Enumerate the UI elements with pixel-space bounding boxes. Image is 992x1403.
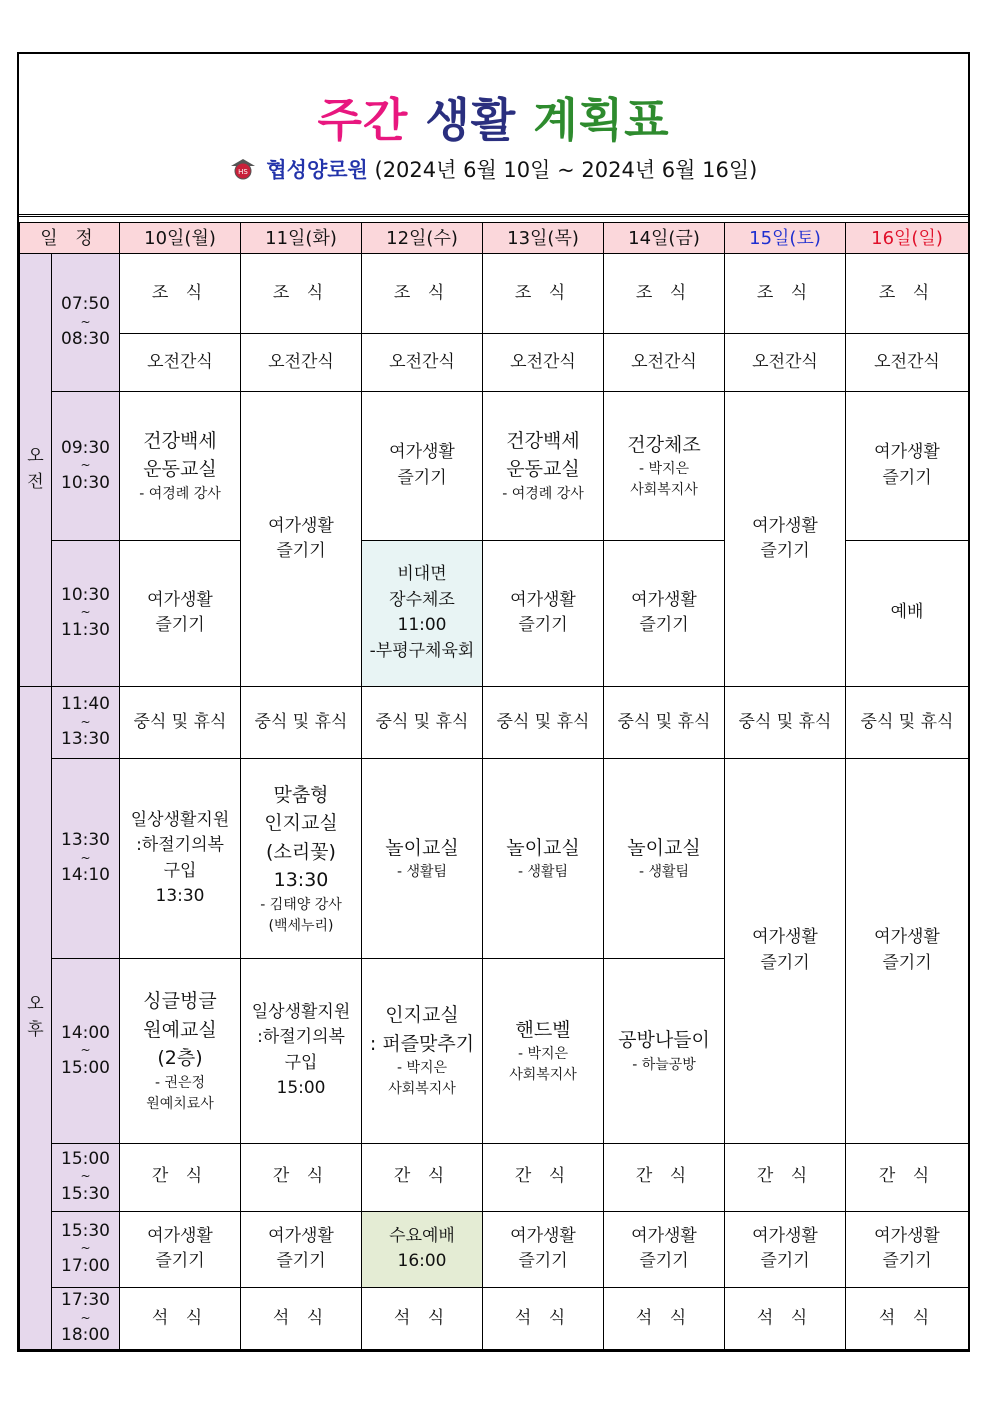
time-slot-4: 11:40 ~ 13:30 [52, 686, 120, 758]
day-saturday: 15일(토) [725, 223, 846, 254]
time-slot-7: 15:00 ~ 15:30 [52, 1143, 120, 1211]
cell-wed-pm1: 놀이교실 - 생활팀 [362, 758, 483, 958]
cell-thu-dinner: 석 식 [483, 1287, 604, 1349]
cell-sun-am1: 여가생활 즐기기 [846, 392, 969, 540]
cell-thu-snack: 간 식 [483, 1143, 604, 1211]
cell-fri-pm2: 공방나들이 - 하늘공방 [604, 959, 725, 1143]
cell-wed-am2: 비대면 장수체조 11:00 -부평구체육회 [362, 540, 483, 686]
cell-sat-lunch: 중식 및 휴식 [725, 686, 846, 758]
cell-mon-snack: 간 식 [120, 1143, 241, 1211]
day-monday: 10일(월) [120, 223, 241, 254]
time-slot-8: 15:30 ~ 17:00 [52, 1211, 120, 1287]
cell-mon-pm1: 일상생활지원 :하절기의복 구입 13:30 [120, 758, 241, 958]
cell-tue-snack: 간 식 [241, 1143, 362, 1211]
row-pm-program-1 [20, 758, 969, 958]
cell-fri-am2: 여가생활 즐기기 [604, 540, 725, 686]
organization-name: 협성양로원 [266, 158, 368, 182]
cell-fri-snack: 간 식 [604, 1143, 725, 1211]
cell-tue-eve: 여가생활 즐기기 [241, 1211, 362, 1287]
time-slot-9: 17:30 ~ 18:00 [52, 1287, 120, 1349]
cell-mon-lunch: 중식 및 휴식 [120, 686, 241, 758]
row-am-program-1 [20, 392, 969, 540]
row-breakfast [20, 254, 969, 334]
cell-tue-lunch: 중식 및 휴식 [241, 686, 362, 758]
organization-logo-icon [230, 158, 256, 180]
cell-tue-am-leisure: 여가생활 즐기기 [241, 392, 362, 687]
cell-thu-pm1: 놀이교실 - 생활팀 [483, 758, 604, 958]
cell-tue-dinner: 석 식 [241, 1287, 362, 1349]
cell-wed-breakfast: 조 식 [362, 254, 483, 334]
cell-sat-am-snack: 오전간식 [725, 334, 846, 392]
cell-sat-am-leisure: 여가생활 즐기기 [725, 392, 846, 687]
schedule-frame [17, 52, 970, 1352]
time-slot-1: 07:50 ~ 08:30 [52, 254, 120, 392]
cell-sun-dinner: 석 식 [846, 1287, 969, 1349]
period-morning: 오 전 [20, 254, 52, 687]
cell-mon-dinner: 석 식 [120, 1287, 241, 1349]
cell-mon-eve: 여가생활 즐기기 [120, 1211, 241, 1287]
svg-text:HS: HS [237, 168, 248, 176]
time-slot-3: 10:30 ~ 11:30 [52, 540, 120, 686]
cell-thu-breakfast: 조 식 [483, 254, 604, 334]
row-evening-leisure [20, 1211, 969, 1287]
cell-wed-lunch: 중식 및 휴식 [362, 686, 483, 758]
header-row [20, 223, 969, 254]
title-word-1: 주간 [317, 93, 409, 147]
cell-sat-eve: 여가생활 즐기기 [725, 1211, 846, 1287]
schedule-table [19, 222, 969, 1350]
day-friday: 14일(금) [604, 223, 725, 254]
time-slot-5: 13:30 ~ 14:10 [52, 758, 120, 958]
cell-mon-am1: 건강백세 운동교실 - 여경례 강사 [120, 392, 241, 540]
title-word-3: 계획표 [533, 93, 670, 147]
day-tuesday: 11일(화) [241, 223, 362, 254]
cell-tue-pm2: 일상생활지원 :하절기의복 구입 15:00 [241, 959, 362, 1143]
cell-sun-lunch: 중식 및 휴식 [846, 686, 969, 758]
cell-fri-lunch: 중식 및 휴식 [604, 686, 725, 758]
cell-sat-dinner: 석 식 [725, 1287, 846, 1349]
cell-wed-am-snack: 오전간식 [362, 334, 483, 392]
day-thursday: 13일(목) [483, 223, 604, 254]
subtitle [19, 154, 968, 184]
row-lunch [20, 686, 969, 758]
day-sunday: 16일(일) [846, 223, 969, 254]
cell-sat-pm-leisure: 여가생활 즐기기 [725, 758, 846, 1143]
cell-sun-am2: 예배 [846, 540, 969, 686]
time-slot-6: 14:00 ~ 15:00 [52, 959, 120, 1143]
page-title [19, 84, 968, 150]
cell-tue-breakfast: 조 식 [241, 254, 362, 334]
cell-tue-pm1: 맞춤형 인지교실 (소리꽃) 13:30 - 김태양 강사 (백세누리) [241, 758, 362, 958]
cell-thu-eve: 여가생활 즐기기 [483, 1211, 604, 1287]
cell-fri-eve: 여가생활 즐기기 [604, 1211, 725, 1287]
row-dinner [20, 1287, 969, 1349]
cell-mon-breakfast: 조 식 [120, 254, 241, 334]
date-range: (2024년 6월 10일 ~ 2024년 6월 16일) [374, 158, 758, 182]
cell-sun-breakfast: 조 식 [846, 254, 969, 334]
cell-fri-pm1: 놀이교실 - 생활팀 [604, 758, 725, 958]
cell-wed-snack: 간 식 [362, 1143, 483, 1211]
cell-tue-am-snack: 오전간식 [241, 334, 362, 392]
cell-thu-lunch: 중식 및 휴식 [483, 686, 604, 758]
cell-fri-am-snack: 오전간식 [604, 334, 725, 392]
cell-mon-am-snack: 오전간식 [120, 334, 241, 392]
day-wednesday: 12일(수) [362, 223, 483, 254]
cell-thu-am-snack: 오전간식 [483, 334, 604, 392]
cell-sat-breakfast: 조 식 [725, 254, 846, 334]
cell-wed-dinner: 석 식 [362, 1287, 483, 1349]
cell-thu-am2: 여가생활 즐기기 [483, 540, 604, 686]
header [19, 54, 968, 217]
cell-fri-dinner: 석 식 [604, 1287, 725, 1349]
cell-sun-am-snack: 오전간식 [846, 334, 969, 392]
row-snack [20, 1143, 969, 1211]
cell-wed-pm2: 인지교실 : 퍼즐맞추기 - 박지은 사회복지사 [362, 959, 483, 1143]
cell-mon-am2: 여가생활 즐기기 [120, 540, 241, 686]
cell-sun-pm-leisure: 여가생활 즐기기 [846, 758, 969, 1143]
cell-mon-pm2: 싱글벙글 원예교실 (2층) - 권은정 원예치료사 [120, 959, 241, 1143]
cell-wed-eve: 수요예배 16:00 [362, 1211, 483, 1287]
cell-fri-am1: 건강체조 - 박지은 사회복지사 [604, 392, 725, 540]
schedule-label: 일 정 [20, 223, 120, 254]
cell-fri-breakfast: 조 식 [604, 254, 725, 334]
period-afternoon: 오 후 [20, 686, 52, 1349]
title-word-2: 생활 [425, 93, 517, 147]
cell-thu-pm2: 핸드벨 - 박지은 사회복지사 [483, 959, 604, 1143]
cell-sun-eve: 여가생활 즐기기 [846, 1211, 969, 1287]
time-slot-2: 09:30 ~ 10:30 [52, 392, 120, 540]
cell-sat-snack: 간 식 [725, 1143, 846, 1211]
row-am-snack [20, 334, 969, 392]
cell-thu-am1: 건강백세 운동교실 - 여경례 강사 [483, 392, 604, 540]
cell-sun-snack: 간 식 [846, 1143, 969, 1211]
cell-wed-am1: 여가생활 즐기기 [362, 392, 483, 540]
